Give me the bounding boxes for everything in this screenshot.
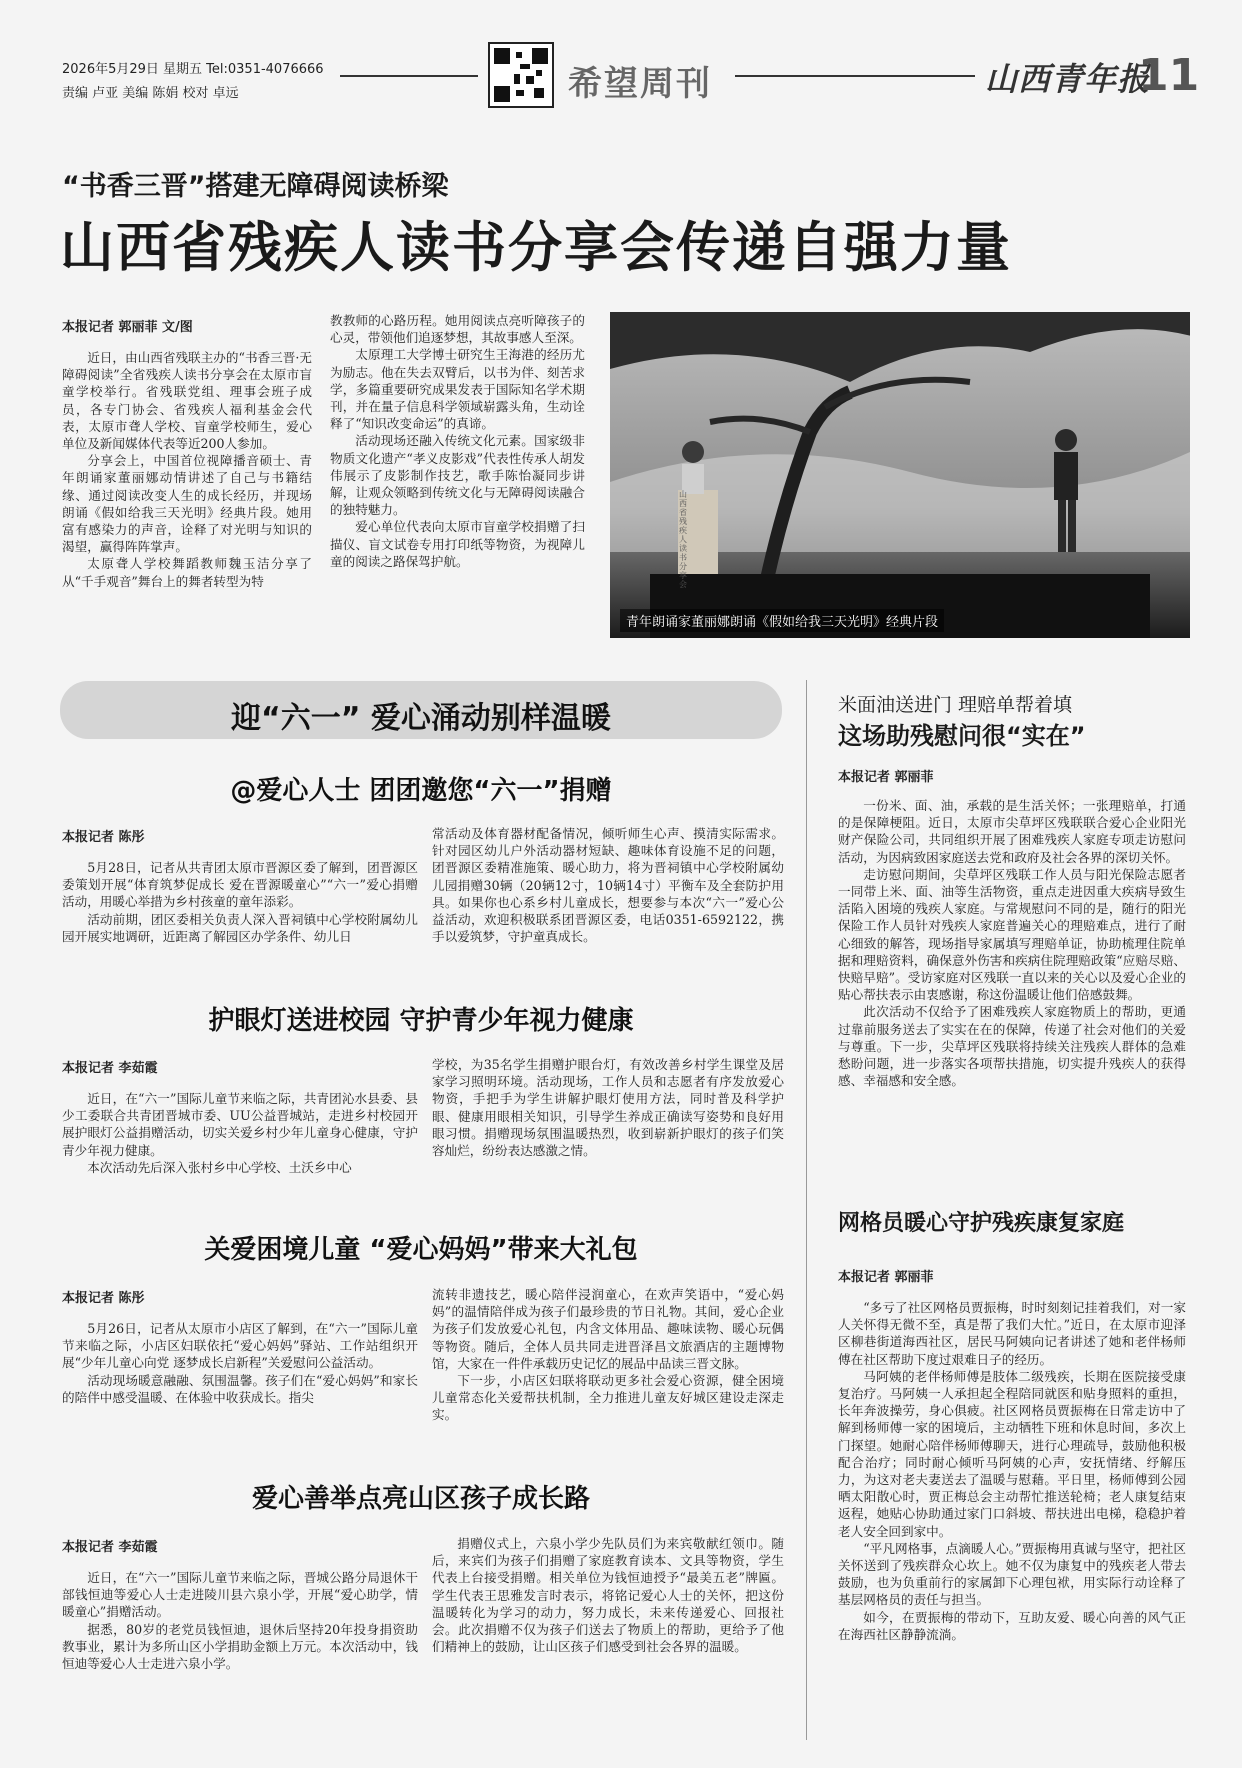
story3-col2-p2: 下一步，小店区妇联将联动更多社会爱心资源，健全困境儿童常态化关爱帮扶机制，全力推进儿童友好城区建设走深走实。: [432, 1373, 784, 1423]
lead-col1: [62, 349, 312, 590]
lead-col2-p1: 教教师的心路历程。她用阅读点亮听障孩子的心灵，带领他们追逐梦想，其故事感人至深。: [330, 313, 585, 346]
story3-col1-p2: 活动现场暖意融融、氛围温馨。孩子们在“爱心妈妈”和家长的陪伴中感受温暖、在体验中收获成长。指尖: [62, 1372, 418, 1405]
story6-headline: 网格员暖心守护残疾康复家庭: [838, 1211, 1125, 1236]
story6-body: [838, 1299, 1186, 1643]
story4-col1-p2: 据悉，80岁的老党员钱恒迪，退休后坚持20年投身捐资助教事业，累计为多所山区小学捐助金额上万元。本次活动中，钱恒迪等爱心人士走进六泉小学。: [62, 1621, 418, 1672]
story3-col1: [62, 1320, 418, 1406]
story1-byline: 本报记者 陈彤: [62, 830, 145, 845]
lead-headline: 山西省残疾人读书分享会传递自强力量: [60, 216, 1012, 279]
lead-col1-p2: 分享会上，中国首位视障播音硕士、青年朗诵家董丽娜动情讲述了自己与书籍结缘、通过阅读改变人生的成长经历，并现场朗诵《假如给我三天光明》经典片段。她用富有感染力的声音，诠释了对光明与知识的渴望，赢得阵阵掌声。: [62, 453, 312, 555]
lead-col1-p1: 近日，由山西省残联主办的“书香三晋·无障碍阅读”全省残疾人读书分享会在太原市盲童学校举行。省残联党组、理事会班子成员，各专门协会、省残疾人福利基金会代表，太原市聋人学校、盲童学校师生，爱心单位及新闻媒体代表等近200人参加。: [62, 350, 312, 452]
story5-byline: 本报记者 郭丽菲: [838, 770, 934, 785]
story2-col1: [62, 1090, 418, 1176]
lead-photo: [610, 312, 1190, 638]
header-rule-right: [735, 75, 975, 77]
story5-p1: 一份米、面、油，承载的是生活关怀；一张理赔单，打通的是保障梗阻。近日，太原市尖草坪区残联联合爱心企业阳光财产保险公司，共同组织开展了困难残疾人家庭专项走访慰问活动，为因病致困家庭送去党和政府及社会各界的深切关怀。: [838, 798, 1186, 865]
section-name: 希望周刊: [568, 64, 712, 104]
lead-col2: [330, 312, 585, 570]
column-divider: [806, 680, 807, 1740]
newspaper-brand: 山西青年报: [985, 60, 1151, 98]
story6-p4: 如今，在贾振梅的带动下，互助友爱、暖心向善的风气正在海西社区静静流淌。: [838, 1609, 1186, 1642]
story2-col1-p2: 本次活动先后深入张村乡中心学校、土沃乡中心: [87, 1159, 352, 1175]
lead-kicker: “书香三晋”搭建无障碍阅读桥梁: [62, 171, 449, 202]
photo-caption: 青年朗诵家董丽娜朗诵《假如给我三天光明》经典片段: [620, 609, 944, 632]
lead-col2-p4: 爱心单位代表向太原市盲童学校捐赠了扫描仪、盲文试卷专用打印纸等物资，为视障儿童的阅读之路保驾护航。: [330, 519, 585, 569]
story6-p3: “平凡网格事，点滴暖人心。”贾振梅用真诚与坚守，把社区关怀送到了残疾群众心坎上。她不仅为康复中的残疾老人带去鼓励，也为负重前行的家属卸下心理包袱，用实际行动诠释了基层网格员的责任与担当。: [838, 1540, 1186, 1608]
lead-col2-p3: 活动现场还融入传统文化元素。国家级非物质文化遗产“孝义皮影戏”代表性传承人胡发伟展示了皮影制作技艺，歌手陈怡凝同步讲解，让观众领略到传统文化与无障碍阅读融合的独特魅力。: [330, 433, 585, 518]
header-rule-left: [340, 75, 478, 77]
story2-col2-p1: 学校，为35名学生捐赠护眼台灯，有效改善乡村学生课堂及居家学习照明环境。活动现场，工作人员和志愿者有序发放爱心物资，手把手为学生讲解护眼灯使用方法，同时普及科学护眼、健康用眼相关知识，引导学生养成正确读写姿势和良好用眼习惯。捐赠现场氛围温暖热烈，收到崭新护眼灯的孩子们笑容灿烂，纷纷表达感激之情。: [432, 1057, 784, 1159]
story5-kicker: 米面油送进门 理赔单帮着填: [838, 694, 1073, 716]
story4-col2: [432, 1535, 784, 1655]
story5-body: [838, 797, 1186, 1089]
story2-col1-p1: 近日，在“六一”国际儿童节来临之际，共青团沁水县委、县少工委联合共青团晋城市委、UU公益晋城站，走进乡村校园开展护眼灯公益捐赠活动，切实关爱乡村少年儿童身心健康，守护青少年视力健康。: [62, 1091, 418, 1158]
stage-photo-illustration: [610, 312, 1190, 638]
banner-title: 迎“六一” 爱心涌动别样温暖: [231, 701, 611, 736]
qr-code[interactable]: [488, 42, 554, 108]
page-number: 11: [1138, 50, 1200, 101]
story6-byline: 本报记者 郭丽菲: [838, 1270, 934, 1285]
story1-col1-p2: 活动前期，团区委相关负责人深入晋祠镇中心学校附属幼儿园开展实地调研，近距离了解园区办学条件、幼儿日: [62, 911, 418, 944]
story4-col2-p1: 捐赠仪式上，六泉小学少先队员们为来宾敬献红领巾。随后，来宾们为孩子们捐赠了家庭教育读本、文具等物资，学生代表上台接受捐赠。相关单位为钱恒迪授予“最美五老”牌匾。学生代表王思雅发言时表示，将铭记爱心人士的关怀，把这份温暖转化为学习的动力，努力成长，未来传递爱心、回报社会。此次捐赠不仅为孩子们送去了物质上的帮助，更给予了他们精神上的鼓励，让山区孩子们感受到社会各界的温暖。: [432, 1536, 784, 1655]
story4-headline: 爱心善举点亮山区孩子成长路: [251, 1484, 590, 1514]
story3-col2-p1: 流转非遗技艺，暖心陪伴浸润童心，在欢声笑语中，“爱心妈妈”的温情陪伴成为孩子们最珍贵的节日礼物。其间，爱心企业为孩子们发放爱心礼包，内含文体用品、趣味读物、暖心玩偶等物资。随后，全体人员共同走进晋泽昌文旅酒店的主题博物馆，大家在一件件承载历史记忆的展品中品读三晋文脉。: [432, 1287, 784, 1371]
header-date-line: 2026年5月29日 星期五 Tel:0351-4076666: [62, 62, 324, 77]
story3-headline: 关爱困境儿童 “爱心妈妈”带来大礼包: [204, 1235, 638, 1265]
story2-col2: [432, 1056, 784, 1159]
story1-col1: [62, 859, 418, 945]
lead-byline: 本报记者 郭丽菲 文/图: [62, 320, 193, 335]
story5-headline: 这场助残慰问很“实在”: [838, 722, 1086, 750]
story6-p1: “多亏了社区网格员贾振梅，时时刻刻记挂着我们，对一家人关怀得无微不至，真是帮了我们大忙。”近日，在太原市迎泽区柳巷街道海西社区，居民马阿姨向记者讲述了她和老伴杨师傅在社区帮助下度过艰难日子的经历。: [838, 1300, 1186, 1367]
story2-headline: 护眼灯送进校园 守护青少年视力健康: [208, 1006, 634, 1036]
story1-col2-p1: 常活动及体育器材配备情况，倾听师生心声、摸清实际需求。针对园区幼儿户外活动器材短缺、趣味体育设施不足的问题，团晋源区委精准施策、暖心助力，将为晋祠镇中心学校附属幼儿园捐赠30辆（20辆12寸，10辆14寸）平衡车及全套防护用具。如果你也心系乡村儿童成长，想要参与本次“六一”爱心公益活动，欢迎积极联系团晋源区委，电话0351-6592122，携手以爱筑梦，守护童真成长。: [432, 826, 784, 945]
story6-p2: 马阿姨的老伴杨师傅是肢体二级残疾，长期在医院接受康复治疗。马阿姨一人承担起全程陪同就医和贴身照料的重担，长年奔波操劳，身心俱疲。社区网格员贾振梅在日常走访中了解到杨师傅一家的困境后，主动牺牲下班和休息时间，多次上门探望。她耐心陪伴杨师傅聊天，进行心理疏导，鼓励他积极配合治疗；同时耐心倾听马阿姨的心声，安抚情绪、纾解压力，为这对老夫妻送去了温暖与慰藉。平日里，杨师傅到公园晒太阳散心时，贾正梅总会主动帮忙推送轮椅；老人康复结束返程，她贴心协助通过家门口斜坡、帮扶进出电梯，稳稳护着老人安全回到家中。: [838, 1368, 1186, 1539]
story1-headline: @爱心人士 团团邀您“六一”捐赠: [230, 776, 612, 806]
story3-byline: 本报记者 陈彤: [62, 1291, 145, 1306]
story4-col1-p1: 近日，在“六一”国际儿童节来临之际，晋城公路分局退休干部钱恒迪等爱心人士走进陵川县六泉小学，开展“爱心助学，情暖童心”捐赠活动。: [62, 1570, 418, 1620]
header-staff-line: 责编 卢亚 美编 陈娟 校对 卓远: [62, 86, 239, 101]
story4-byline: 本报记者 李茹霞: [62, 1540, 158, 1555]
story1-col2: [432, 825, 784, 945]
story5-p3: 此次活动不仅给予了困难残疾人家庭物质上的帮助，更通过靠前服务送去了实实在在的保障，传递了社会对他们的关爱与尊重。下一步，尖草坪区残联将持续关注残疾人群体的急难愁盼问题，进一步落实各项帮扶措施，切实提升残疾人的获得感、幸福感和安全感。: [838, 1004, 1186, 1089]
story5-p2: 走访慰问期间，尖草坪区残联工作人员与阳光保险志愿者一同带上米、面、油等生活物资，重点走进因重大疾病导致生活陷入困境的残疾人家庭。与常规慰问不同的是，随行的阳光保险工作人员针对残疾人家庭普遍关心的理赔难点，进行了耐心细致的解答，现场指导家属填写理赔单证，协助梳理住院单据和理赔资料，确保意外伤害和疾病住院理赔政策“应赔尽赔、快赔早赔”。受访家庭对区残联一直以来的关心以及爱心企业的贴心帮扶表示由衷感谢，称这份温暖让他们倍感鼓舞。: [838, 866, 1186, 1003]
lead-col2-p2: 太原理工大学博士研究生王海港的经历尤为励志。他在失去双臂后，以书为伴、刻苦求学，多篇重要研究成果发表于国际知名学术期刊，并在量子信息科学领域崭露头角，生动诠释了“知识改变命运”的真谛。: [330, 347, 585, 432]
story1-col1-p1: 5月28日，记者从共青团太原市晋源区委了解到，团晋源区委策划开展“体育筑梦促成长 爱在晋源暖童心”“六一”爱心捐赠活动，用暖心举措为乡村孩童的童年添彩。: [62, 860, 418, 910]
lead-col1-p3: 太原聋人学校舞蹈教师魏玉洁分享了从“千手观音”舞台上的舞者转型为特: [62, 556, 312, 589]
story3-col2: [432, 1286, 784, 1424]
story4-col1: [62, 1569, 418, 1672]
podium-text: 山西省残疾人读书分享会: [679, 490, 687, 589]
story2-byline: 本报记者 李茹霞: [62, 1061, 158, 1076]
story3-col1-p1: 5月26日，记者从太原市小店区了解到，在“六一”国际儿童节来临之际，小店区妇联依托“爱心妈妈”驿站、工作站组织开展“少年儿童心向党 逐梦成长启新程”关爱慰问公益活动。: [62, 1321, 418, 1371]
